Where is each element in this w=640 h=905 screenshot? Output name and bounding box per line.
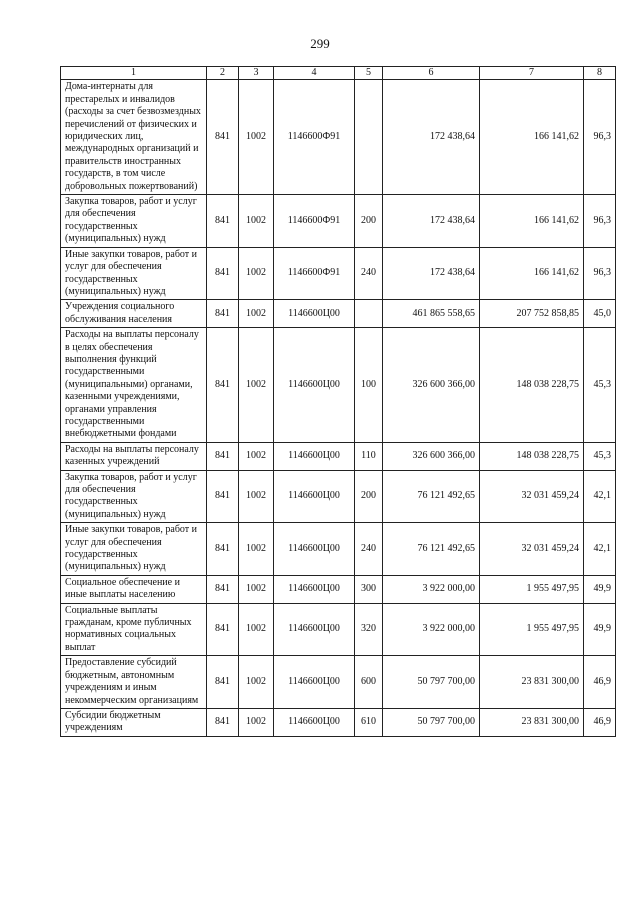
actual-amount-cell: 1 955 497,95 xyxy=(480,575,584,603)
actual-amount-cell: 148 038 228,75 xyxy=(480,442,584,470)
expense-type-cell: 200 xyxy=(355,470,383,523)
plan-amount-cell: 3 922 000,00 xyxy=(383,575,480,603)
section-cell: 1002 xyxy=(239,195,274,248)
actual-amount-cell: 23 831 300,00 xyxy=(480,708,584,736)
target-code-cell: 1146600Ц00 xyxy=(274,656,355,709)
actual-amount-cell: 166 141,62 xyxy=(480,195,584,248)
plan-amount-cell: 50 797 700,00 xyxy=(383,656,480,709)
grbs-cell: 841 xyxy=(207,523,239,576)
table-row xyxy=(61,247,616,300)
row-name-cell: Дома-интернаты для престарелых и инвалидов (расходы за счет безвозмездных перечислений от физических и юридических лиц, международных организаций и правительств иностранных государств, в том числе добровольных пожертвований) xyxy=(61,80,207,195)
row-name-cell: Иные закупки товаров, работ и услуг для обеспечения государственных (муниципальных) нужд xyxy=(61,247,207,300)
row-name-cell: Закупка товаров, работ и услуг для обеспечения государственных (муниципальных) нужд xyxy=(61,470,207,523)
actual-amount-cell: 32 031 459,24 xyxy=(480,470,584,523)
target-code-cell: 1146600Ц00 xyxy=(274,575,355,603)
percent-cell: 46,9 xyxy=(584,708,616,736)
section-cell: 1002 xyxy=(239,603,274,656)
target-code-cell: 1146600Ц00 xyxy=(274,442,355,470)
expense-type-cell: 100 xyxy=(355,328,383,443)
table-row xyxy=(61,575,616,603)
expense-type-cell xyxy=(355,80,383,195)
section-cell: 1002 xyxy=(239,523,274,576)
section-cell: 1002 xyxy=(239,328,274,443)
target-code-cell: 1146600Ц00 xyxy=(274,328,355,443)
grbs-cell: 841 xyxy=(207,80,239,195)
column-header: 7 xyxy=(480,67,584,80)
percent-cell: 96,3 xyxy=(584,247,616,300)
target-code-cell: 1146600Ф91 xyxy=(274,80,355,195)
expense-type-cell xyxy=(355,300,383,328)
target-code-cell: 1146600Ц00 xyxy=(274,603,355,656)
table-body xyxy=(61,80,616,736)
section-cell: 1002 xyxy=(239,80,274,195)
section-cell: 1002 xyxy=(239,575,274,603)
target-code-cell: 1146600Ц00 xyxy=(274,470,355,523)
plan-amount-cell: 172 438,64 xyxy=(383,247,480,300)
table-row xyxy=(61,80,616,195)
percent-cell: 45,0 xyxy=(584,300,616,328)
expense-type-cell: 110 xyxy=(355,442,383,470)
percent-cell: 42,1 xyxy=(584,523,616,576)
row-name-cell: Закупка товаров, работ и услуг для обеспечения государственных (муниципальных) нужд xyxy=(61,195,207,248)
plan-amount-cell: 50 797 700,00 xyxy=(383,708,480,736)
grbs-cell: 841 xyxy=(207,195,239,248)
column-header: 2 xyxy=(207,67,239,80)
percent-cell: 45,3 xyxy=(584,442,616,470)
grbs-cell: 841 xyxy=(207,470,239,523)
percent-cell: 96,3 xyxy=(584,195,616,248)
expense-type-cell: 600 xyxy=(355,656,383,709)
column-number-row xyxy=(61,67,616,80)
plan-amount-cell: 76 121 492,65 xyxy=(383,470,480,523)
plan-amount-cell: 461 865 558,65 xyxy=(383,300,480,328)
plan-amount-cell: 76 121 492,65 xyxy=(383,523,480,576)
table-row xyxy=(61,603,616,656)
row-name-cell: Учреждения социального обслуживания населения xyxy=(61,300,207,328)
percent-cell: 46,9 xyxy=(584,656,616,709)
actual-amount-cell: 1 955 497,95 xyxy=(480,603,584,656)
grbs-cell: 841 xyxy=(207,328,239,443)
percent-cell: 96,3 xyxy=(584,80,616,195)
actual-amount-cell: 207 752 858,85 xyxy=(480,300,584,328)
column-header: 6 xyxy=(383,67,480,80)
row-name-cell: Социальные выплаты гражданам, кроме публичных нормативных социальных выплат xyxy=(61,603,207,656)
target-code-cell: 1146600Ц00 xyxy=(274,708,355,736)
target-code-cell: 1146600Ц00 xyxy=(274,523,355,576)
actual-amount-cell: 23 831 300,00 xyxy=(480,656,584,709)
expense-type-cell: 320 xyxy=(355,603,383,656)
grbs-cell: 841 xyxy=(207,300,239,328)
table-row xyxy=(61,470,616,523)
percent-cell: 49,9 xyxy=(584,603,616,656)
row-name-cell: Иные закупки товаров, работ и услуг для обеспечения государственных (муниципальных) нужд xyxy=(61,523,207,576)
target-code-cell: 1146600Ф91 xyxy=(274,195,355,248)
grbs-cell: 841 xyxy=(207,708,239,736)
table-row xyxy=(61,300,616,328)
actual-amount-cell: 32 031 459,24 xyxy=(480,523,584,576)
section-cell: 1002 xyxy=(239,442,274,470)
grbs-cell: 841 xyxy=(207,603,239,656)
table-row xyxy=(61,523,616,576)
column-header: 5 xyxy=(355,67,383,80)
percent-cell: 49,9 xyxy=(584,575,616,603)
row-name-cell: Расходы на выплаты персоналу казенных учреждений xyxy=(61,442,207,470)
page-number: 299 xyxy=(310,36,330,51)
table-row xyxy=(61,442,616,470)
plan-amount-cell: 326 600 366,00 xyxy=(383,442,480,470)
row-name-cell: Предоставление субсидий бюджетным, автономным учреждениям и иным некоммерческим организациям xyxy=(61,656,207,709)
grbs-cell: 841 xyxy=(207,575,239,603)
column-header: 3 xyxy=(239,67,274,80)
column-header: 1 xyxy=(61,67,207,80)
column-header: 8 xyxy=(584,67,616,80)
section-cell: 1002 xyxy=(239,656,274,709)
expense-type-cell: 240 xyxy=(355,523,383,576)
row-name-cell: Субсидии бюджетным учреждениям xyxy=(61,708,207,736)
section-cell: 1002 xyxy=(239,247,274,300)
row-name-cell: Социальное обеспечение и иные выплаты населению xyxy=(61,575,207,603)
actual-amount-cell: 148 038 228,75 xyxy=(480,328,584,443)
expense-type-cell: 240 xyxy=(355,247,383,300)
percent-cell: 42,1 xyxy=(584,470,616,523)
plan-amount-cell: 172 438,64 xyxy=(383,80,480,195)
expense-type-cell: 610 xyxy=(355,708,383,736)
table-row xyxy=(61,708,616,736)
grbs-cell: 841 xyxy=(207,656,239,709)
target-code-cell: 1146600Ц00 xyxy=(274,300,355,328)
plan-amount-cell: 3 922 000,00 xyxy=(383,603,480,656)
row-name-cell: Расходы на выплаты персоналу в целях обеспечения выполнения функций государственными (муниципальными) органами, казенными учреждениями, органами управления государственными внебюджетными фондами xyxy=(61,328,207,443)
target-code-cell: 1146600Ф91 xyxy=(274,247,355,300)
percent-cell: 45,3 xyxy=(584,328,616,443)
plan-amount-cell: 172 438,64 xyxy=(383,195,480,248)
section-cell: 1002 xyxy=(239,300,274,328)
column-header: 4 xyxy=(274,67,355,80)
table-row xyxy=(61,656,616,709)
budget-table xyxy=(60,66,616,737)
expense-type-cell: 300 xyxy=(355,575,383,603)
plan-amount-cell: 326 600 366,00 xyxy=(383,328,480,443)
section-cell: 1002 xyxy=(239,708,274,736)
table-row xyxy=(61,328,616,443)
actual-amount-cell: 166 141,62 xyxy=(480,247,584,300)
table-row xyxy=(61,195,616,248)
section-cell: 1002 xyxy=(239,470,274,523)
grbs-cell: 841 xyxy=(207,247,239,300)
grbs-cell: 841 xyxy=(207,442,239,470)
expense-type-cell: 200 xyxy=(355,195,383,248)
actual-amount-cell: 166 141,62 xyxy=(480,80,584,195)
